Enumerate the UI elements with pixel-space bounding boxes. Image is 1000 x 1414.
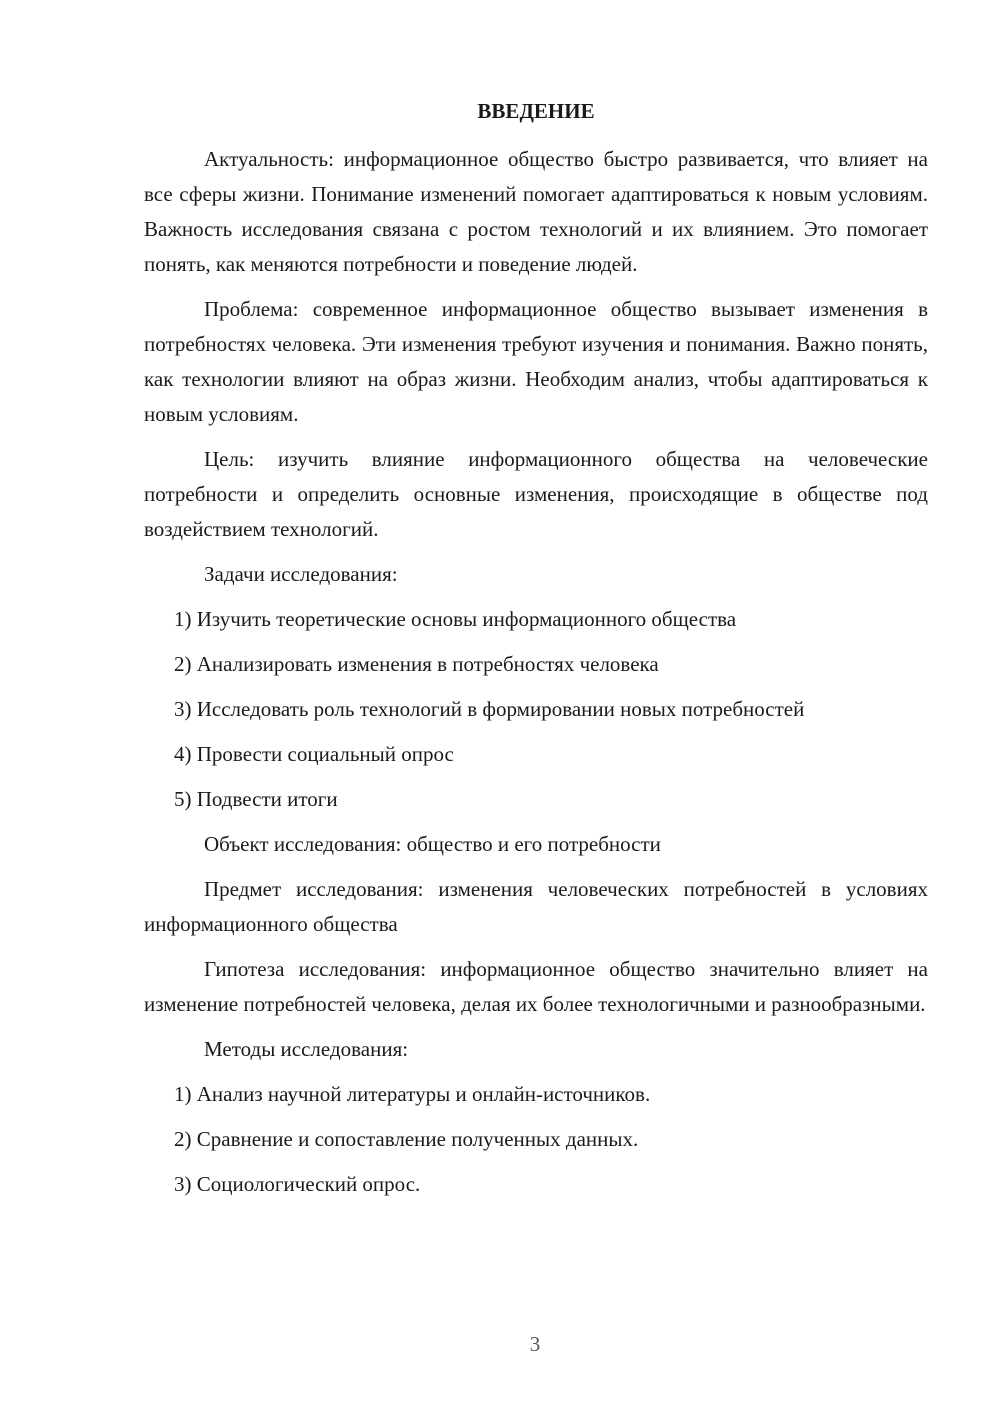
methods-list [144,1077,928,1202]
method-item: 3) Социологический опрос. [174,1172,421,1196]
goal-paragraph: Цель: изучить влияние информационного общества на человеческие потребности и определить основные изменения, происходящие в обществе под воздействием технологий. [144,447,928,541]
tasks-heading: Задачи исследования: [204,562,398,586]
problem-paragraph: Проблема: современное информационное общество вызывает изменения в потребностях человека. Эти изменения требуют изучения и понимания. Важно понять, как технологии влияют на образ жизни. Необходим анализ, чтобы адаптироваться к новым условиям. [144,297,928,426]
subject-paragraph: Предмет исследования: изменения человеческих потребностей в условиях информационного общества [144,877,928,936]
method-item: 1) Анализ научной литературы и онлайн-источников. [174,1082,651,1106]
relevance-paragraph: Актуальность: информационное общество быстро развивается, что влияет на все сферы жизни. Понимание изменений помогает адаптироваться к новым условиям. Важность исследования связана с ростом технологий и их влиянием. Это помогает понять, как меняются потребности и поведение людей. [144,147,928,276]
task-item: 2) Анализировать изменения в потребностях человека [174,652,659,676]
method-item: 2) Сравнение и сопоставление полученных данных. [174,1127,639,1151]
hypothesis-paragraph: Гипотеза исследования: информационное общество значительно влияет на изменение потребностей человека, делая их более технологичными и разнообразными. [144,957,928,1016]
methods-heading: Методы исследования: [204,1037,409,1061]
task-item: 3) Исследовать роль технологий в формировании новых потребностей [174,697,805,721]
document-page [144,96,928,1212]
task-item: 1) Изучить теоретические основы информационного общества [174,607,737,631]
tasks-list [144,602,928,817]
task-item: 5) Подвести итоги [174,787,338,811]
page-number: 3 [529,1332,541,1356]
task-item: 4) Провести социальный опрос [174,742,454,766]
object-line: Объект исследования: общество и его потребности [204,832,661,856]
section-title: ВВЕДЕНИЕ [477,99,595,123]
